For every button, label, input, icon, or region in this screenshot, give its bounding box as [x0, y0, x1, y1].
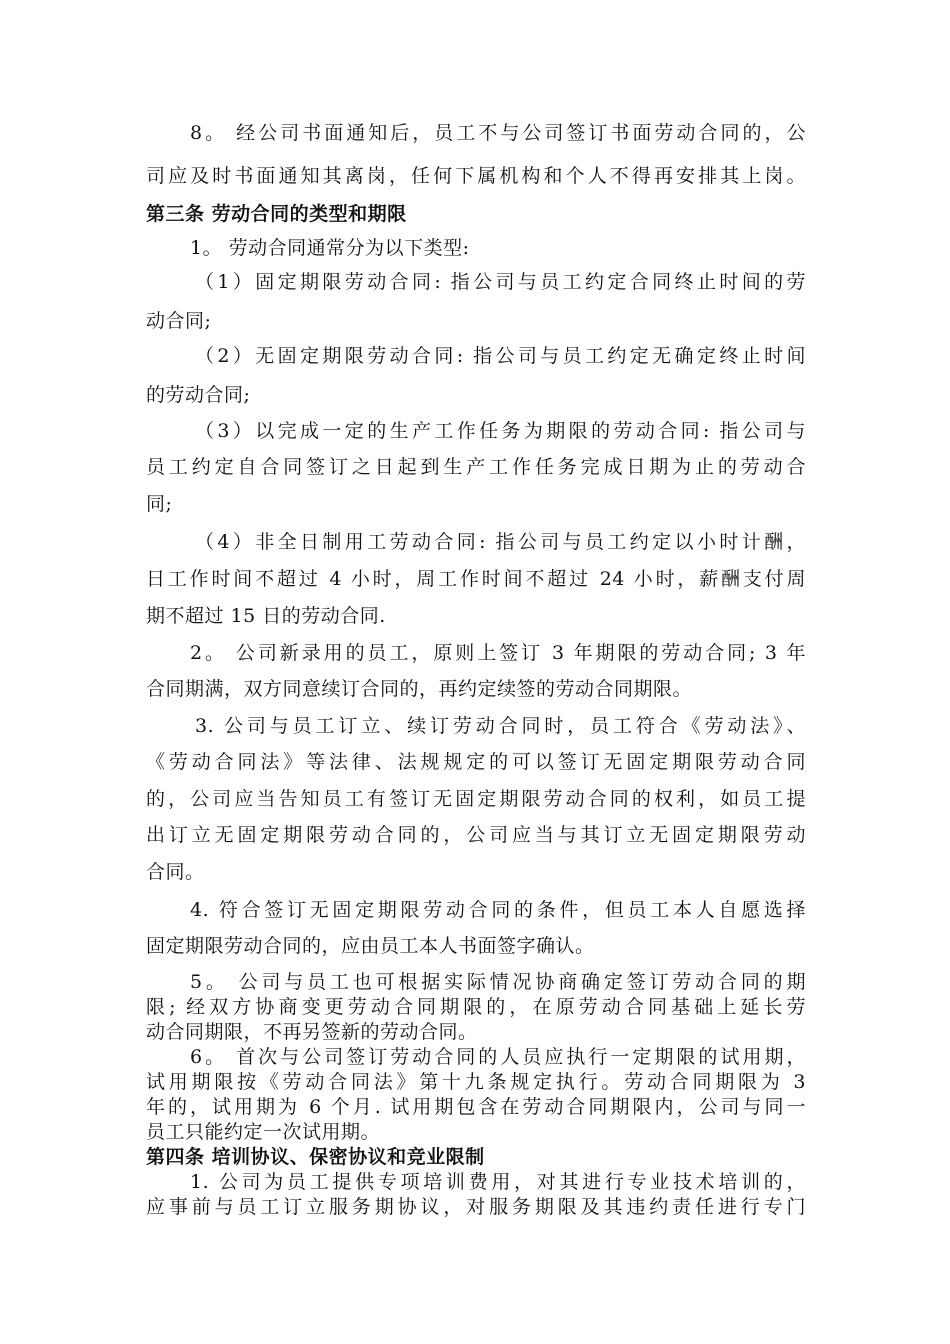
paragraph-line: 司应及时书面通知其离岗，任何下属机构和个人不得再安排其上岗。 [146, 165, 806, 187]
paragraph-line: （1）固定期限劳动合同: 指公司与员工约定合同终止时间的劳 [195, 271, 806, 293]
paragraph-line: （4）非全日制用工劳动合同: 指公司与员工约定以小时计酬， [195, 531, 806, 553]
paragraph-line: 固定期限劳动合同的，应由员工本人书面签字确认。 [146, 935, 595, 957]
section-heading: 第四条 培训协议、保密协议和竞业限制 [146, 1146, 485, 1168]
paragraph-line: 同; [146, 493, 173, 515]
section-heading: 第三条 劳动合同的类型和期限 [146, 203, 407, 225]
paragraph-line: 动合同; [146, 310, 212, 332]
paragraph-line: 试用期限按《劳动合同法》第十九条规定执行。劳动合同期限为 3 [146, 1071, 806, 1093]
paragraph-line: 限; 经双方协商变更劳动合同期限的，在原劳动合同基础上延长劳 [146, 996, 806, 1018]
paragraph-line: 8。 经公司书面通知后，员工不与公司签订书面劳动合同的，公 [190, 122, 806, 144]
paragraph-line: 3. 公司与员工订立、续订劳动合同时，员工符合《劳动法》、 [195, 715, 806, 737]
paragraph-line: 年的，试用期为 6 个月. 试用期包含在劳动合同期限内，公司与同一 [146, 1096, 806, 1118]
paragraph-line: 合同期满，双方同意续订合同的，再约定续签的劳动合同期限。 [146, 678, 693, 700]
paragraph-line: 1. 公司为员工提供专项培训费用，对其进行专业技术培训的， [190, 1171, 806, 1193]
paragraph-line: 动合同期限，不再另签新的劳动合同。 [146, 1021, 478, 1043]
paragraph-line: 《劳动合同法》等法律、法规规定的可以签订无固定期限劳动合同 [146, 751, 806, 773]
paragraph-line: 的，公司应当告知员工有签订无固定期限劳动合同的权利，如员工提 [146, 788, 806, 810]
paragraph-line: 5。 公司与员工也可根据实际情况协商确定签订劳动合同的期 [190, 971, 806, 993]
paragraph-line: 合同。 [146, 861, 205, 883]
paragraph-line: 的劳动合同; [146, 384, 251, 406]
paragraph-line: 4. 符合签订无固定期限劳动合同的条件，但员工本人自愿选择 [190, 899, 806, 921]
paragraph-line: 出订立无固定期限劳动合同的，公司应当与其订立无固定期限劳动 [146, 824, 806, 846]
paragraph-line: 期不超过 15 日的劳动合同. [146, 605, 386, 627]
paragraph-line: 员工只能约定一次试用期。 [146, 1121, 381, 1143]
paragraph-line: 员工约定自合同签订之日起到生产工作任务完成日期为止的劳动合 [146, 456, 806, 478]
paragraph-line: 1。 劳动合同通常分为以下类型: [190, 237, 470, 259]
paragraph-line: 日工作时间不超过 4 小时，周工作时间不超过 24 小时，薪酬支付周 [146, 568, 806, 590]
paragraph-line: （2）无固定期限劳动合同: 指公司与员工约定无确定终止时间 [195, 345, 806, 367]
paragraph-line: 应事前与员工订立服务期协议，对服务期限及其违约责任进行专门 [146, 1196, 806, 1218]
paragraph-line: 6。 首次与公司签订劳动合同的人员应执行一定期限的试用期， [190, 1046, 806, 1068]
paragraph-line: 2。 公司新录用的员工，原则上签订 3 年期限的劳动合同; 3 年 [190, 642, 806, 664]
paragraph-line: （3）以完成一定的生产工作任务为期限的劳动合同: 指公司与 [195, 420, 806, 442]
